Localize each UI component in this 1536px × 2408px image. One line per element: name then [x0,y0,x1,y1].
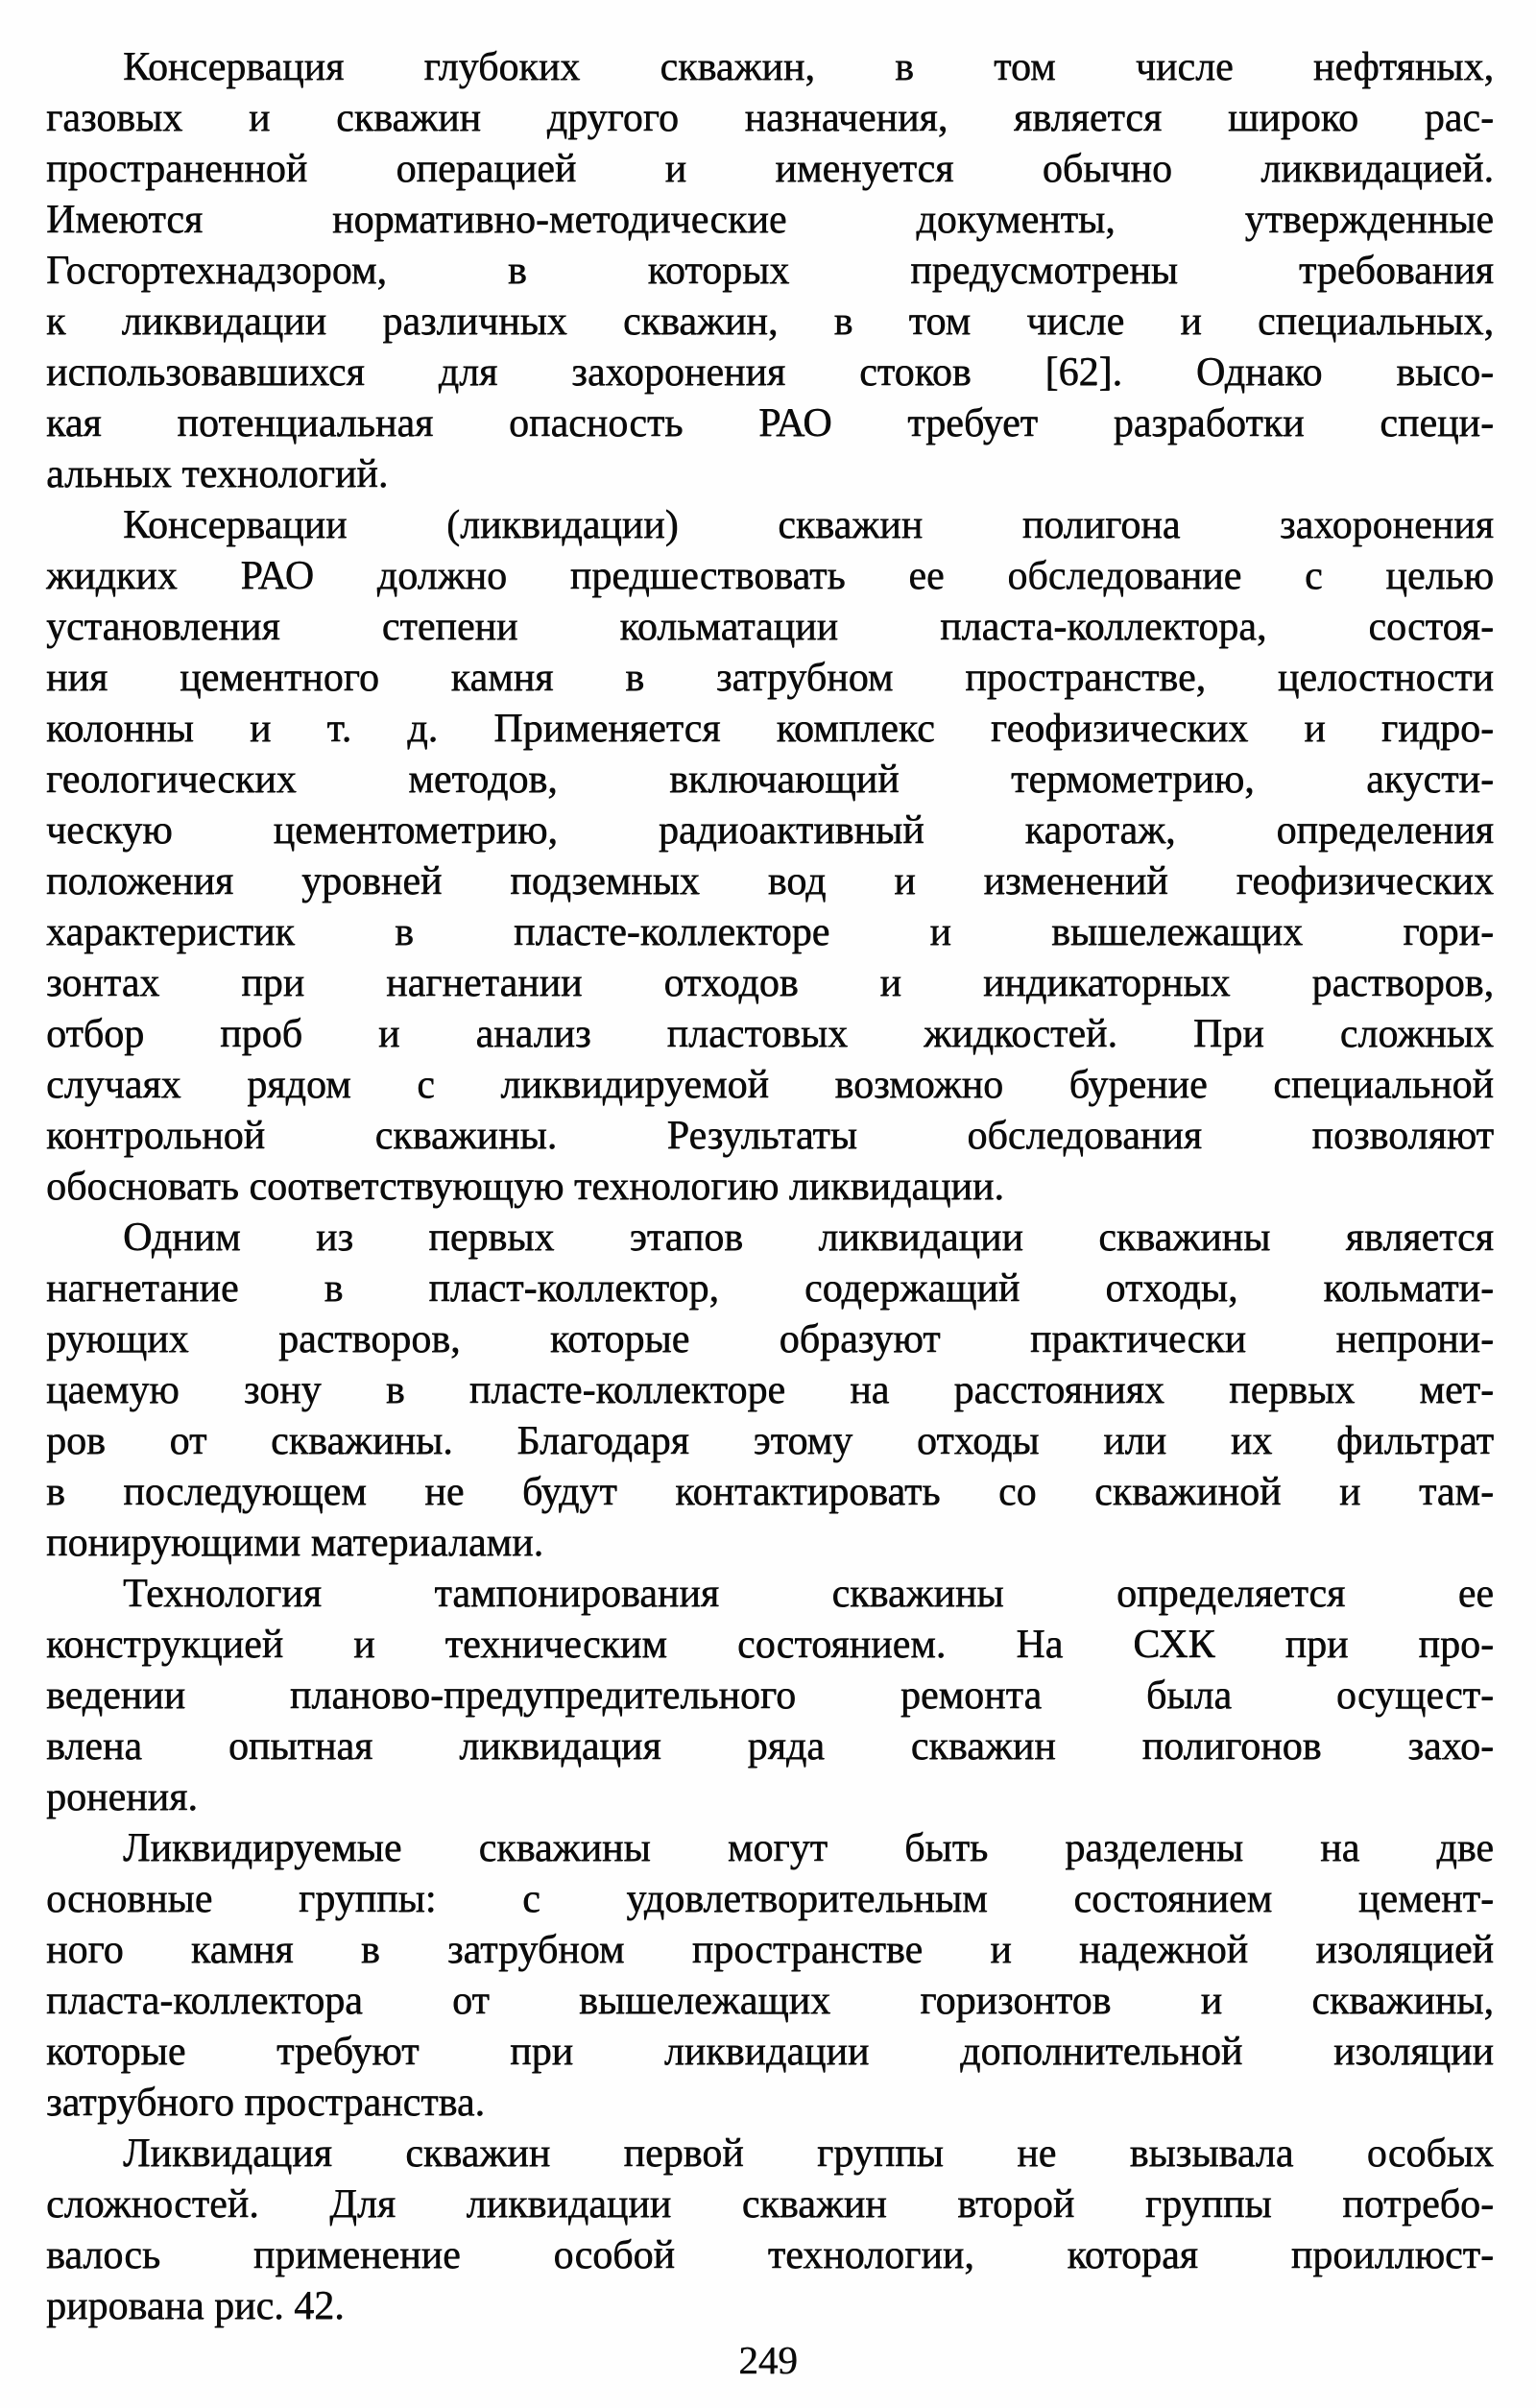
text-line: колонны и т. д. Применяется комплекс геофизических и гидро- [46,707,1494,751]
text-line: в последующем не будут контактировать со скважиной и там- [46,1470,1494,1514]
text-line: к ликвидации различных скважин, в том числе и специальных, [46,300,1494,344]
text-line: сложностей. Для ликвидации скважин второй группы потребо- [46,2182,1494,2227]
text-line: использовавшихся для захоронения стоков [62]. Однако высо- [46,350,1494,395]
text-line: Консервация глубоких скважин, в том числе нефтяных, [123,45,1494,89]
text-line: понирующими материалами. [46,1521,544,1565]
text-line: жидких РАО должно предшествовать ее обследование с целью [46,554,1494,598]
text-line: положения уровней подземных вод и изменений геофизических [46,859,1494,903]
text-line: Ликвидируемые скважины могут быть разделены на две [123,1826,1494,1870]
paragraph [46,1823,1494,2129]
text-line: ров от скважины. Благодаря этому отходы или их фильтрат [46,1419,1494,1463]
text-line: отбор проб и анализ пластовых жидкостей. При сложных [46,1012,1494,1056]
text-line: ного камня в затрубном пространстве и надежной изоляцией [46,1928,1494,1972]
text-line: установления степени кольматации пласта-коллектора, состоя- [46,605,1494,649]
paragraph [46,500,1494,1213]
text-line: влена опытная ликвидация ряда скважин полигонов захо- [46,1724,1494,1769]
text-line: Технология тампонирования скважины определяется ее [123,1572,1494,1616]
paragraph [46,2129,1494,2332]
text-line: ческую цементометрию, радиоактивный каротаж, определения [46,808,1494,853]
text-line: характеристик в пласте-коллекторе и вышележащих гори- [46,910,1494,954]
paragraph [46,1213,1494,1569]
text-line: рирована рис. 42. [46,2284,345,2328]
text-line: Ликвидация скважин первой группы не вызывала особых [123,2131,1494,2176]
text-line: случаях рядом с ликвидируемой возможно бурение специальной [46,1063,1494,1107]
text-line: ния цементного камня в затрубном пространстве, целостности [46,656,1494,700]
text-line: конструкцией и техническим состоянием. На СХК при про- [46,1623,1494,1667]
text-line: контрольной скважины. Результаты обследования позволяют [46,1114,1494,1158]
text-line: пространенной операцией и именуется обычно ликвидацией. [46,147,1494,191]
text-line: цаемую зону в пласте-коллекторе на расстояниях первых мет- [46,1368,1494,1412]
page-number: 249 [738,2338,798,2382]
text-line: альных технологий. [46,452,389,496]
text-line: основные группы: с удовлетворительным состоянием цемент- [46,1877,1494,1921]
text-line: газовых и скважин другого назначения, является широко рас- [46,96,1494,140]
text-line: зонтах при нагнетании отходов и индикаторных растворов, [46,961,1494,1005]
text-line: затрубного пространства. [46,2081,485,2125]
text-line: ведении планово-предупредительного ремонта была осущест- [46,1674,1494,1718]
paragraph [46,1569,1494,1823]
text-line: обосновать соответствующую технологию ликвидации. [46,1165,1004,1209]
text-block [46,42,1494,2332]
text-line: Имеются нормативно-методические документы, утвержденные [46,198,1494,242]
text-line: геологических методов, включающий термометрию, акусти- [46,758,1494,802]
text-line: пласта-коллектора от вышележащих горизонтов и скважины, [46,1979,1494,2023]
text-line: Консервации (ликвидации) скважин полигона захоронения [123,503,1494,547]
text-line: Одним из первых этапов ликвидации скважины является [123,1216,1494,1260]
text-line: Госгортехнадзором, в которых предусмотрены требования [46,249,1494,293]
text-line: валось применение особой технологии, которая проиллюст- [46,2233,1494,2277]
paragraph [46,42,1494,500]
text-line: нагнетание в пласт-коллектор, содержащий отходы, кольмати- [46,1266,1494,1311]
text-line: ронения. [46,1775,198,1819]
text-line: кая потенциальная опасность РАО требует разработки специ- [46,401,1494,445]
text-line: которые требуют при ликвидации дополнительной изоляции [46,2030,1494,2074]
text-line: рующих растворов, которые образуют практически непрони- [46,1317,1494,1361]
